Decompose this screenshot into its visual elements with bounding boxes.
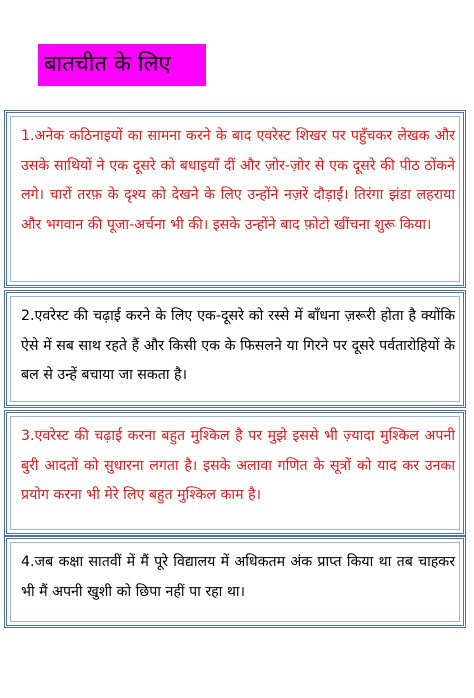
- answer-box-4: [4, 536, 466, 628]
- answer-text-3: 3.एवरेस्ट की चढ़ाई करना बहुत मुश्किल है पर मुझे इससे भी ज़्यादा मुश्किल अपनी बुरी आदतों को सुधारना लगता है। इसके अलावा गणित के सूत्रों को याद कर उनका प्रयोग करना भी मेरे लिए बहुत मुश्किल काम है।: [21, 428, 455, 503]
- answer-text-2: 2.एवरेस्ट की चढ़ाई करने के लिए एक-दूसरे को रस्से में बाँधना ज़रूरी होता है क्योंकि ऐसे में सब साथ रहते हैं और किसी एक के फिसलने या गिरने पर दूसरे पर्वतारोहियों के बल से उन्हें बचाया जा सकता है।: [21, 308, 455, 383]
- answer-box-1: [4, 110, 466, 288]
- answer-box-2: [4, 290, 466, 408]
- answer-text-1: 1.अनेक कठिनाइयों का सामना करने के बाद एवरेस्ट शिखर पर पहुँचकर लेखक और उसके साथियों ने एक दूसरे को बधाइयाँ दीं और ज़ोर-ज़ोर से एक दूसरे की पीठ ठोंकने लगे। चारों तरफ़ के दृश्य को देखने के लिए उन्होंने नज़रें दौड़ाईं। तिरंगा झंडा लहराया और भगवान की पूजा-अर्चना भी की। इसके उन्होंने बाद फ़ोटो खींचना शुरू किया।: [21, 128, 455, 233]
- answer-text-4: 4.जब कक्षा सातवीं में मैं पूरे विद्यालय में अधिकतम अंक प्राप्त किया था तब चाहकर भी मैं अपनी खुशी को छिपा नहीं पा रहा था।: [21, 554, 455, 600]
- page-title: बातचीत के लिए: [38, 44, 206, 86]
- answer-box-3: [4, 410, 466, 536]
